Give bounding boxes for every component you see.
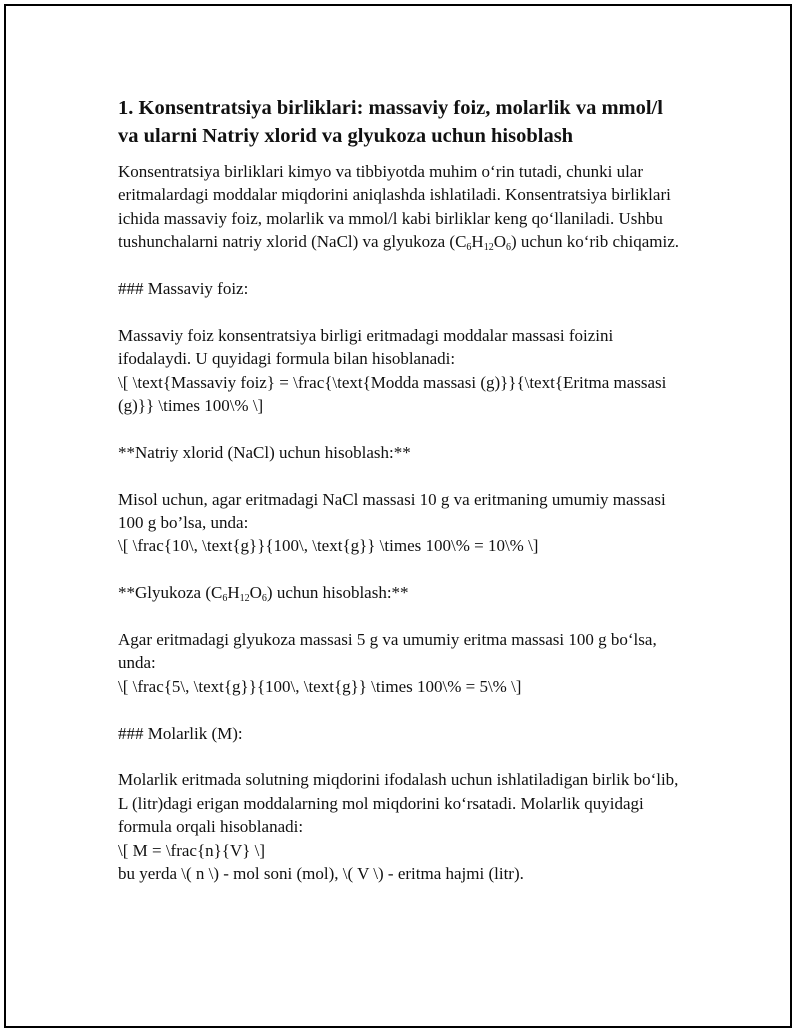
document-body <box>118 94 688 909</box>
molarity-paragraph: Molarlik eritmada solutning miqdorini ifodalash uchun ishlatiladigan birlik bo‘lib, L (litr)dagi erigan moddalarning mol miqdorini ko‘rsatadi. Molarlik quyidagi formula orqali hisoblanadi: \[ M = \frac{n}{V} \] bu yerda \( n \) - mol soni (mol), \( V \) - eritma hajmi (litr). <box>118 770 679 884</box>
nacl-heading: **Natriy xlorid (NaCl) uchun hisoblash:** <box>118 442 411 462</box>
nacl-formula: \[ \frac{10\, \text{g}}{100\, \text{g}} \times 100\% = 10\% \] <box>118 536 539 556</box>
glucose-heading: **Glyukoza $(C_6H_{12}O_6)$ uchun hisoblash:** <box>118 583 409 605</box>
molarity-note: bu yerda \( n \) - mol soni (mol), \( V \) - eritma hajmi (litr). <box>118 864 524 884</box>
glucose-formula: \[ \frac{5\, \text{g}}{100\, \text{g}} \times 100\% = 5\% \] <box>118 676 522 696</box>
mass-percent-formula: \[ \text{Massaviy foiz} = \frac{\text{Modda massasi (g)}}{\text{Eritma massasi (g)}} \times 100\% \] <box>118 372 667 416</box>
mass-percent-heading: ### Massaviy foiz: <box>118 279 249 299</box>
molarity-formula: \[ M = \frac{n}{V} \] <box>118 840 266 860</box>
mass-percent-paragraph: Massaviy foiz konsentratsiya birligi eritmadagi moddalar massasi foizini ifodalaydi. U quyidagi formula bilan hisoblanadi: \[ \text{Massaviy foiz} = \frac{\text{Modda massasi (g)}}{\text{Eritma massasi (g)}} \times 100\% \] <box>118 325 667 416</box>
document-title: 1. Konsentratsiya birliklari: massaviy foiz, molarlik va mmol/l va ularni Natriy xlorid va glyukoza uchun hisoblash <box>118 97 663 147</box>
molarity-heading: ### Molarlik (M): <box>118 723 243 743</box>
intro-paragraph: Konsentratsiya birliklari kimyo va tibbiyotda muhim o‘rin tutadi, chunki ular eritmalardagi moddalar miqdorini aniqlashda ishlatiladi. Konsentratsiya birliklari ichida massaviy foiz, molarlik va mmol/l kabi birliklar keng qo‘llaniladi. Ushbu tushunchalarni natriy xlorid (NaCl) va glyukoza $(C_6H_{12}O_6)$ uchun ko‘rib chiqamiz. <box>118 162 680 254</box>
glucose-paragraph: Agar eritmadagi glyukoza massasi 5 g va umumiy eritma massasi 100 g bo‘lsa, unda: \[ \frac{5\, \text{g}}{100\, \text{g}} \times 100\% = 5\% \] <box>118 630 657 696</box>
nacl-paragraph: Misol uchun, agar eritmadagi NaCl massasi 10 g va eritmaning umumiy massasi 100 g bo’lsa, unda: \[ \frac{10\, \text{g}}{100\, \text{g}} \times 100\% = 10\% \] <box>118 489 666 556</box>
